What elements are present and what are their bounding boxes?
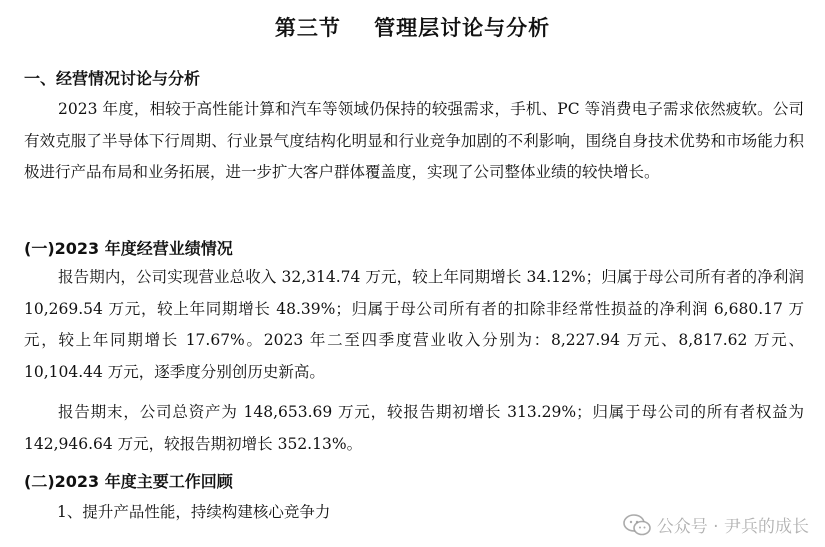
page-title: 第三节 管理层讨论与分析 [274, 16, 551, 40]
section-heading-2: (一)2023 年度经营业绩情况 [24, 239, 233, 258]
section-1-paragraph: 2023 年度，相较于高性能计算和汽车等领域仍保持的较强需求，手机、PC 等消费电子需求依然疲软。公司有效克服了半导体下行周期、行业景气度结构化明显和行业竞争加剧的不利影响，围绕自身技术优势和市场能力积极进行产品布局和业务拓展，进一步扩大客户群体覆盖度，实现了公司整体业绩的较快增长。 [24, 100, 804, 181]
section-heading-1: 一、经营情况讨论与分析 [24, 69, 201, 88]
wechat-icon [623, 514, 651, 536]
section-heading-3: (二)2023 年度主要工作回顾 [24, 472, 233, 491]
watermark [623, 512, 809, 537]
section-2-paragraph-2: 报告期末，公司总资产为 148,653.69 万元，较报告期初增长 313.29%；归属于母公司的所有者权益为 142,946.64 万元，较报告期初增长 352.13%。 [24, 403, 804, 453]
section-2-paragraph-1: 报告期内，公司实现营业总收入 32,314.74 万元，较上年同期增长 34.12%；归属于母公司所有者的净利润 10,269.54 万元，较上年同期增长 48.39%；归属于母公司所有者的扣除非经常性损益的净利润 6,680.17 万元，较上年同期增长 17.67%。2023 年二至四季度营业收入分别为：8,227.94 万元、8,817.62 万元、10,104.44 万元，逐季度分别创历史新高。 [24, 268, 804, 381]
watermark-text: 公众号 · 尹兵的成长 [656, 517, 809, 537]
work-item-1: 1、提升产品性能，持续构建核心竞争力 [57, 503, 331, 521]
